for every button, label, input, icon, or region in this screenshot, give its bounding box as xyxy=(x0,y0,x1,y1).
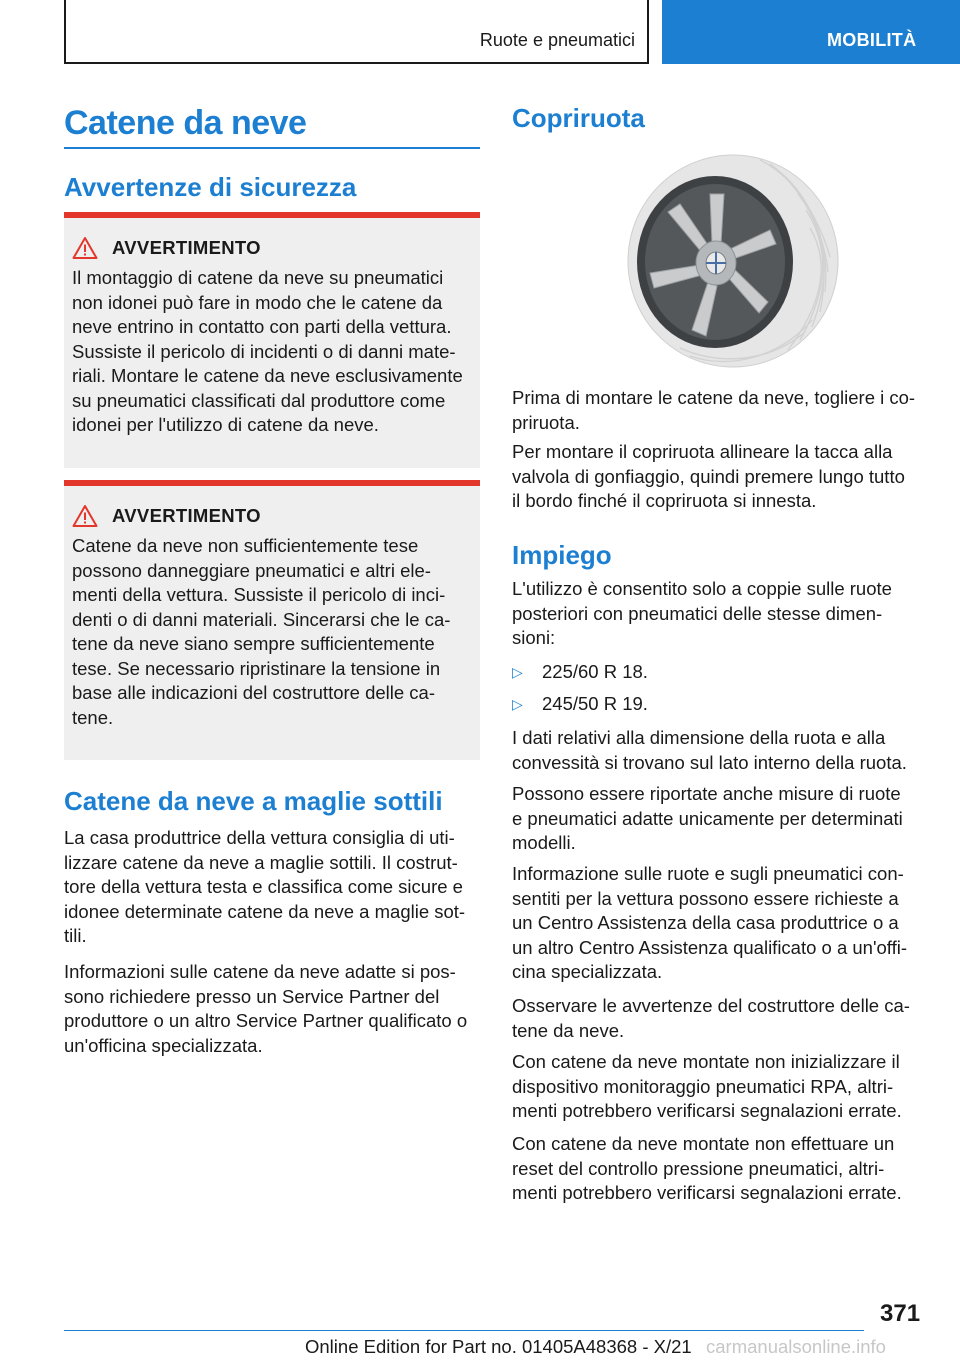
title-rule xyxy=(64,147,480,149)
page-title: Catene da neve xyxy=(64,104,307,142)
triangle-bullet-icon: ▷ xyxy=(512,695,523,712)
warning-text: Il montaggio di catene da neve su pneumatici non idonei può fare in modo che le catene da neve entrino in contatto con parti della vettura. Sussiste il pericolo di incidenti o di danni mate- riali. Montare le catene da neve esclusivamente su pneumatici classificati dal produttore come idonei per l'utilizzo di catene da neve. xyxy=(72,267,463,435)
fine-chains-paragraph-2: Informazioni sulle catene da neve adatte si pos- sono richiedere presso un Service Partner del produttore o un altro Service Partner qualificato o un'officina specializzata. xyxy=(64,961,468,1056)
edition-note: Online Edition for Part no. 01405A48368 - X/21 xyxy=(305,1336,692,1357)
usage-paragraph-2: I dati relativi alla dimensione della ruota e alla convessità si trovano sul lato interno della ruota. xyxy=(512,727,907,773)
wheel-cover-paragraph-1: Prima di montare le catene da neve, togliere i co- priruota. xyxy=(512,387,916,433)
usage-paragraph-1: L'utilizzo è consentito solo a coppie sulle ruote posteriori con pneumatici delle stesse dimen- sioni: xyxy=(512,578,892,648)
usage-paragraph-5: Osservare le avvertenze del costruttore delle ca- tene da neve. xyxy=(512,995,910,1041)
warning-box-2 xyxy=(64,480,480,760)
fine-chains-paragraph-1: La casa produttrice della vettura consiglia di uti- lizzare catene da neve a maglie sottili. Il costrut- tore della vettura testa e classifica come sicure e idonee determinate catene da neve a maglie sot- tili. xyxy=(64,827,466,946)
usage-paragraph-4: Informazione sulle ruote e sugli pneumatici con- sentiti per la vettura possono essere richieste a un Centro Assistenza della casa produttrice o a un altro Centro Assistenza qualificato o a un'offi- cina specializzata. xyxy=(512,863,908,982)
header-section-tab xyxy=(64,0,649,64)
warning-triangle-icon xyxy=(72,236,98,260)
list-item: ▷ 225/60 R 18. xyxy=(512,661,648,682)
footer-rule xyxy=(64,1330,864,1331)
wheel-cover-paragraph-2: Per montare il copriruota allineare la tacca alla valvola di gonfiaggio, quindi premere lungo tutto il bordo finché il copriruota si innesta. xyxy=(512,441,905,511)
fine-chains-heading: Catene da neve a maglie sottili xyxy=(64,786,443,816)
header-chapter-label: MOBILITÀ xyxy=(827,30,917,50)
wheel-cover-heading: Copriruota xyxy=(512,103,645,133)
header-chapter-tab xyxy=(662,0,960,64)
warning-text: Catene da neve non sufficientemente tese possono danneggiare pneumatici e altri ele- menti della vettura. Sussiste il pericolo di inci- denti o di danni materiali. Sincerarsi che le ca- tene da neve siano sempre sufficientemente tese. Se necessario ripristinare la tensione in base alle indicazioni del costruttore delle ca- tene. xyxy=(72,535,451,728)
usage-paragraph-7: Con catene da neve montate non effettuare un reset del controllo pressione pneumatici, altri- menti potrebbero verificarsi segnalazioni errate. xyxy=(512,1133,902,1203)
triangle-bullet-icon: ▷ xyxy=(512,663,523,680)
safety-heading: Avvertenze di sicurezza xyxy=(64,172,357,202)
usage-heading: Impiego xyxy=(512,540,612,570)
page-number: 371 xyxy=(880,1300,921,1327)
warning-triangle-icon xyxy=(72,504,98,528)
list-item: ▷ 245/50 R 19. xyxy=(512,693,648,714)
wheel-cover-illustration xyxy=(620,152,840,370)
usage-paragraph-3: Possono essere riportate anche misure di ruote e pneumatici adatte unicamente per determinati modelli. xyxy=(512,783,903,853)
usage-paragraph-6: Con catene da neve montate non inizializzare il dispositivo monitoraggio pneumatici RPA, altri- menti potrebbero verificarsi segnalazioni errate. xyxy=(512,1051,902,1121)
warning-title: AVVERTIMENTO xyxy=(112,237,261,258)
watermark: carmanualsonline.info xyxy=(706,1336,886,1357)
header-section-label: Ruote e pneumatici xyxy=(479,30,635,50)
warning-title: AVVERTIMENTO xyxy=(112,505,261,526)
warning-box-1 xyxy=(64,212,480,468)
